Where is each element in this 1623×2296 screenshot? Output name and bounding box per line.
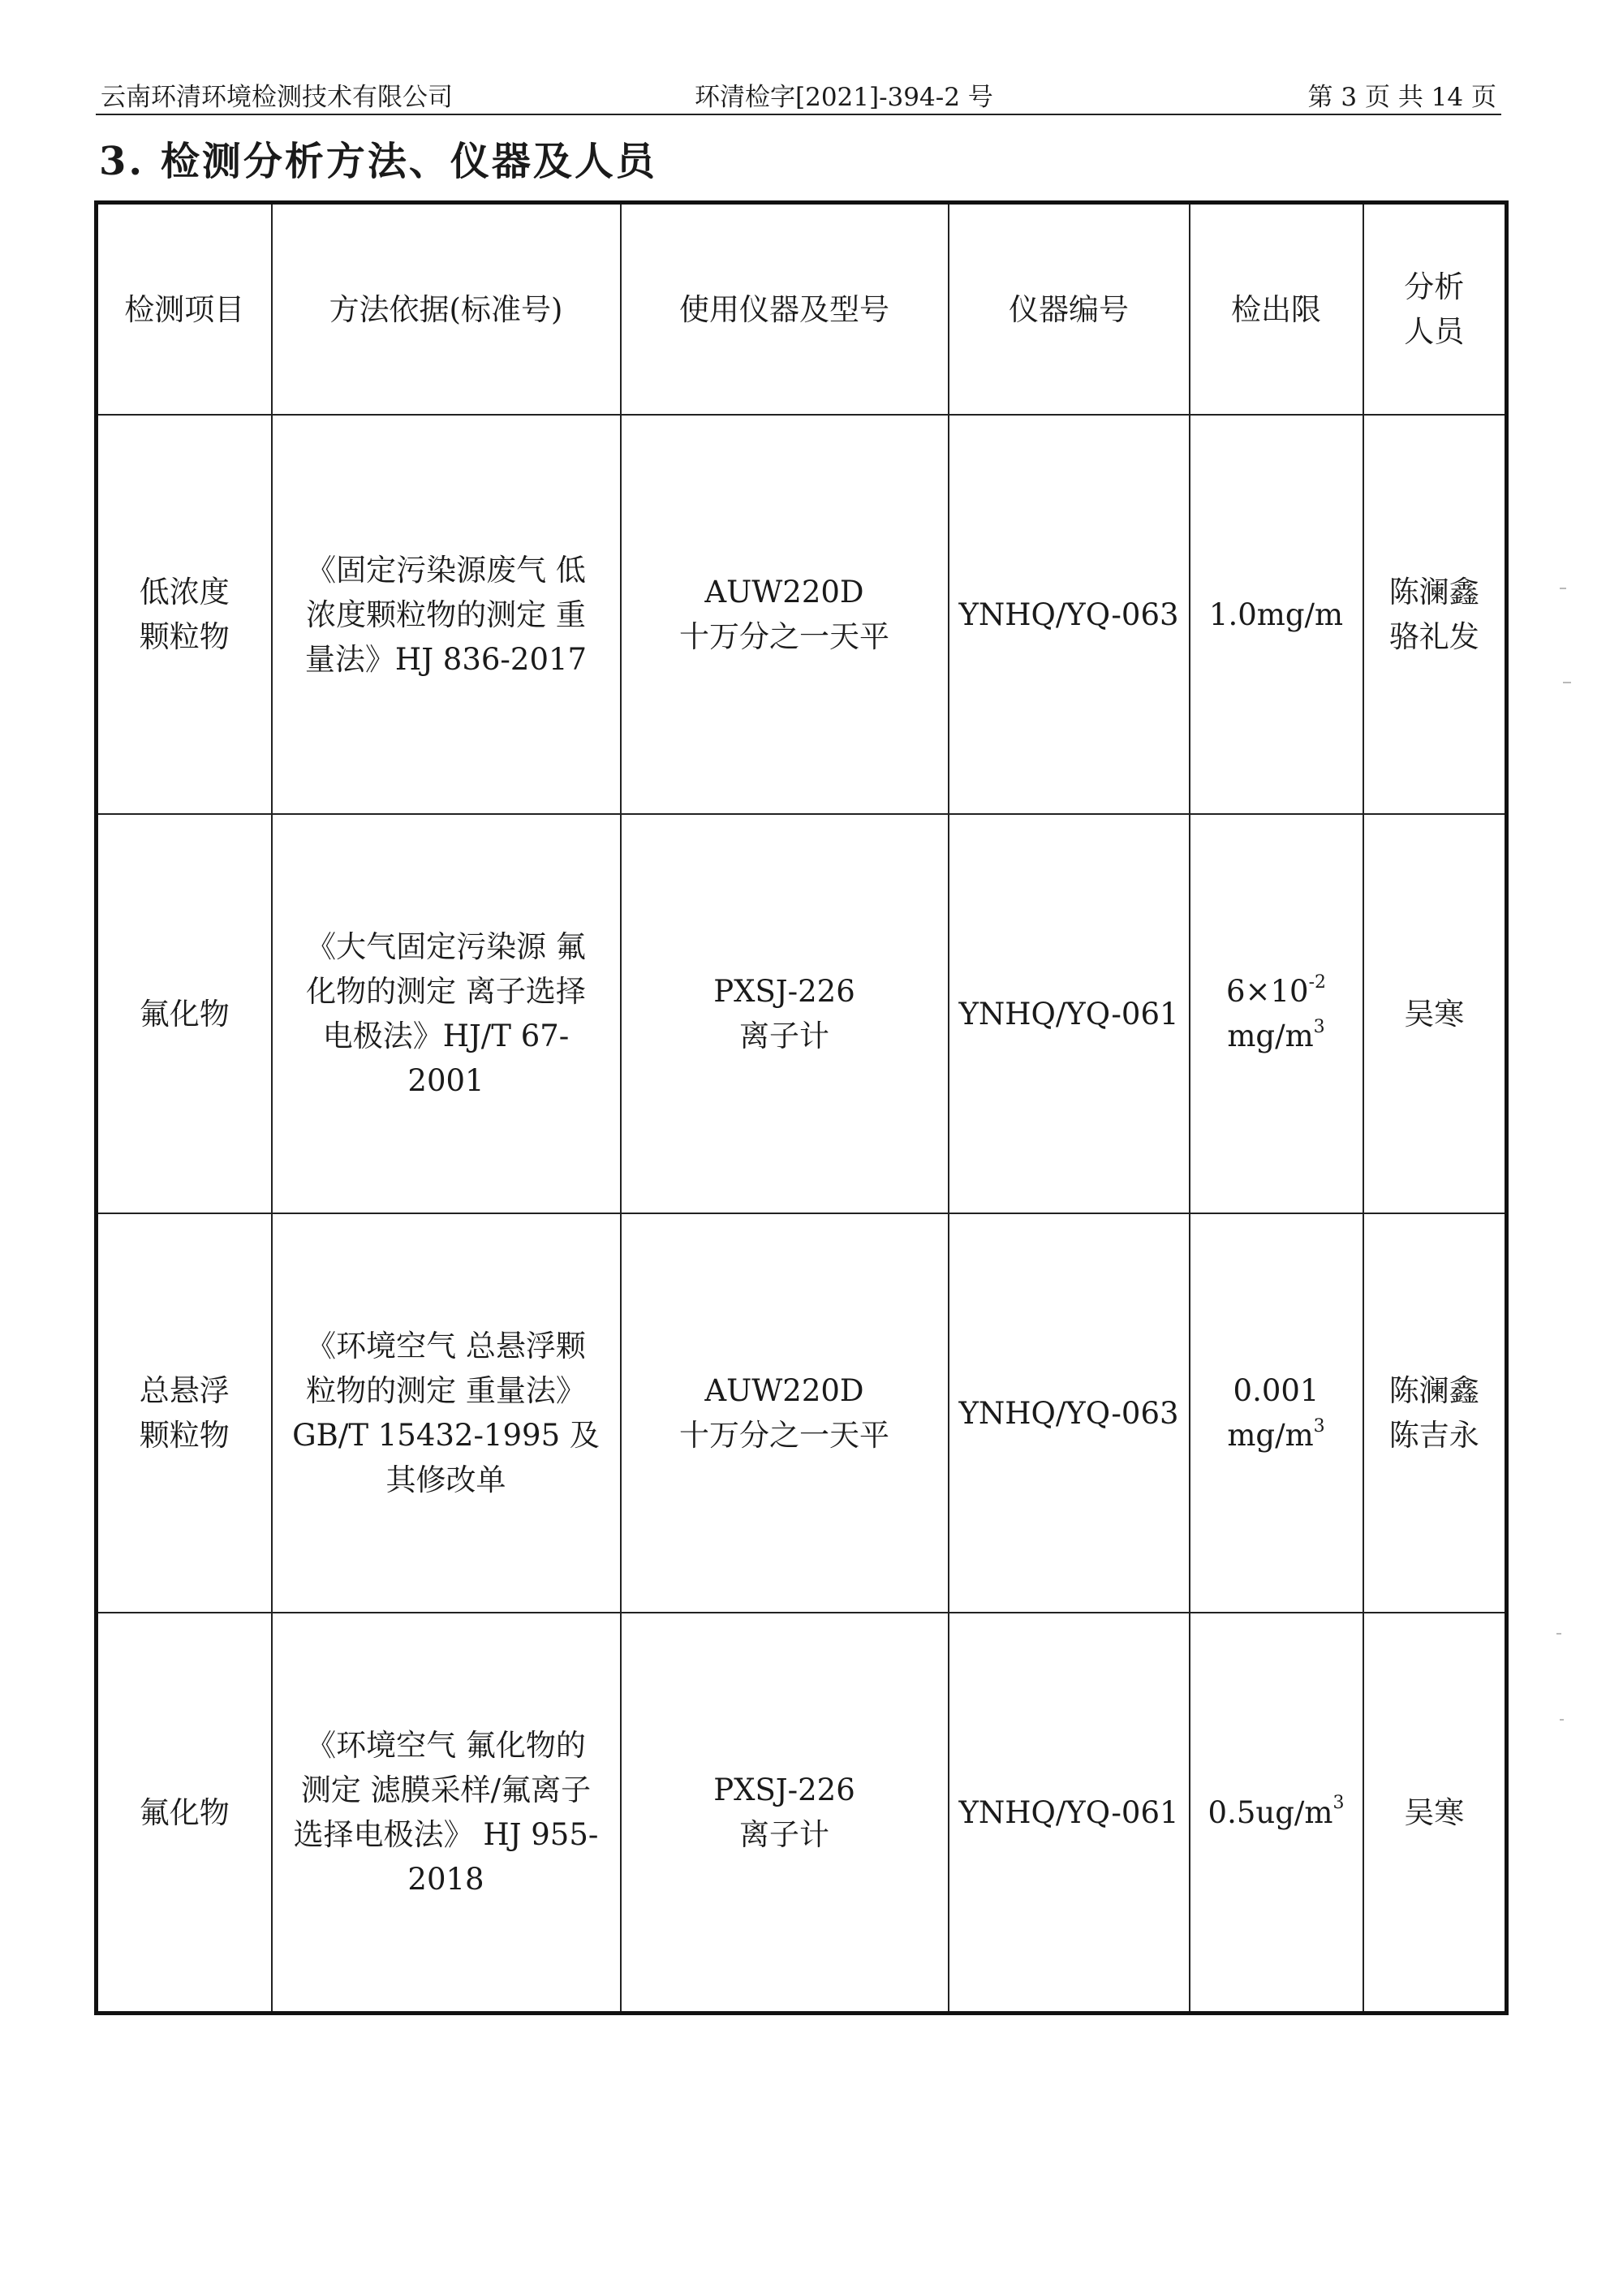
column-header: 检出限 [1190, 203, 1363, 416]
limit-value: 6×10 [1225, 974, 1309, 1009]
limit-cell [1190, 415, 1363, 814]
table-row [97, 814, 1507, 1213]
instrument-name: 十万分之一天平 [679, 1418, 889, 1453]
instrument-model: AUW220D [704, 1373, 864, 1408]
limit-cell [1190, 1213, 1363, 1613]
scan-mark [1563, 682, 1571, 683]
analysts-cell: 陈澜鑫 陈吉永 [1363, 1213, 1507, 1613]
item-cell: 氟化物 [97, 1613, 272, 2014]
item-cell: 总悬浮颗粒物 [97, 1213, 272, 1613]
instrument-name: 离子计 [739, 1019, 829, 1053]
section-title: 3. 检测分析方法、仪器及人员 [99, 139, 657, 184]
table-row [97, 1613, 1507, 2014]
limit-value: 0.001 [1233, 1373, 1319, 1408]
column-header: 检测项目 [97, 203, 272, 416]
table-header-row [97, 203, 1507, 416]
limit-value: 0.5ug/m [1208, 1794, 1333, 1830]
instrument-name: 离子计 [739, 1817, 829, 1852]
analysts-cell: 吴寒 [1363, 1613, 1507, 2014]
method-cell: 《固定污染源废气 低浓度颗粒物的测定 重量法》HJ 836-2017 [272, 415, 621, 814]
instrument-model: PXSJ-226 [713, 974, 855, 1009]
limit-unit-line [1199, 1014, 1354, 1058]
limit-unit-line [1199, 1413, 1354, 1458]
table-row [97, 1213, 1507, 1613]
instrument-cell [621, 1613, 949, 2014]
method-cell: 《大气固定污染源 氟化物的测定 离子选择电极法》HJ/T 67-2001 [272, 814, 621, 1213]
item-cell: 氟化物 [97, 814, 272, 1213]
page-header [96, 71, 1501, 115]
instrument-cell [621, 1213, 949, 1613]
company-name: 云南环清环境检测技术有限公司 [101, 83, 453, 112]
column-header: 仪器编号 [949, 203, 1190, 416]
column-header: 分析人员 [1363, 203, 1507, 416]
limit-unit-exponent: 3 [1313, 1016, 1325, 1037]
table-row [97, 415, 1507, 814]
limit-value: 1.0mg/m [1208, 597, 1344, 632]
method-cell: 《环境空气 氟化物的测定 滤膜采样/氟离子选择电极法》 HJ 955-2018 [272, 1613, 621, 2014]
methods-table [94, 200, 1509, 2015]
instrument-no-cell: YNHQ/YQ-061 [949, 814, 1190, 1213]
instrument-no-cell: YNHQ/YQ-063 [949, 415, 1190, 814]
limit-exponent: -2 [1308, 971, 1327, 993]
limit-unit-exponent: 3 [1313, 1415, 1325, 1437]
limit-value-line [1199, 969, 1354, 1014]
instrument-name: 十万分之一天平 [679, 619, 889, 654]
analysts-cell: 陈澜鑫 骆礼发 [1363, 415, 1507, 814]
instrument-no-cell: YNHQ/YQ-061 [949, 1613, 1190, 2014]
method-cell: 《环境空气 总悬浮颗粒物的测定 重量法》GB/T 15432-1995 及其修改单 [272, 1213, 621, 1613]
report-number: 环清检字[2021]-394-2 号 [695, 83, 993, 112]
scan-mark [1560, 1719, 1564, 1721]
scan-mark [1560, 588, 1566, 589]
column-header: 使用仪器及型号 [621, 203, 949, 416]
limit-value-line [1199, 1368, 1354, 1413]
instrument-model: PXSJ-226 [713, 1773, 855, 1807]
instrument-cell [621, 814, 949, 1213]
limit-value-line [1199, 592, 1354, 637]
instrument-no-cell: YNHQ/YQ-063 [949, 1213, 1190, 1613]
limit-exponent: 3 [1332, 1793, 1345, 1814]
limit-unit: mg/m [1227, 1019, 1314, 1053]
instrument-cell [621, 415, 949, 814]
scan-mark [1556, 1633, 1561, 1635]
instrument-model: AUW220D [704, 575, 864, 610]
limit-cell [1190, 1613, 1363, 2014]
limit-value-line [1199, 1790, 1354, 1835]
column-header: 方法依据(标准号) [272, 203, 621, 416]
limit-cell [1190, 814, 1363, 1213]
analysts-cell: 吴寒 [1363, 814, 1507, 1213]
item-cell: 低浓度颗粒物 [97, 415, 272, 814]
page-number: 第 3 页 共 14 页 [1307, 83, 1496, 112]
limit-unit: mg/m [1227, 1418, 1314, 1453]
